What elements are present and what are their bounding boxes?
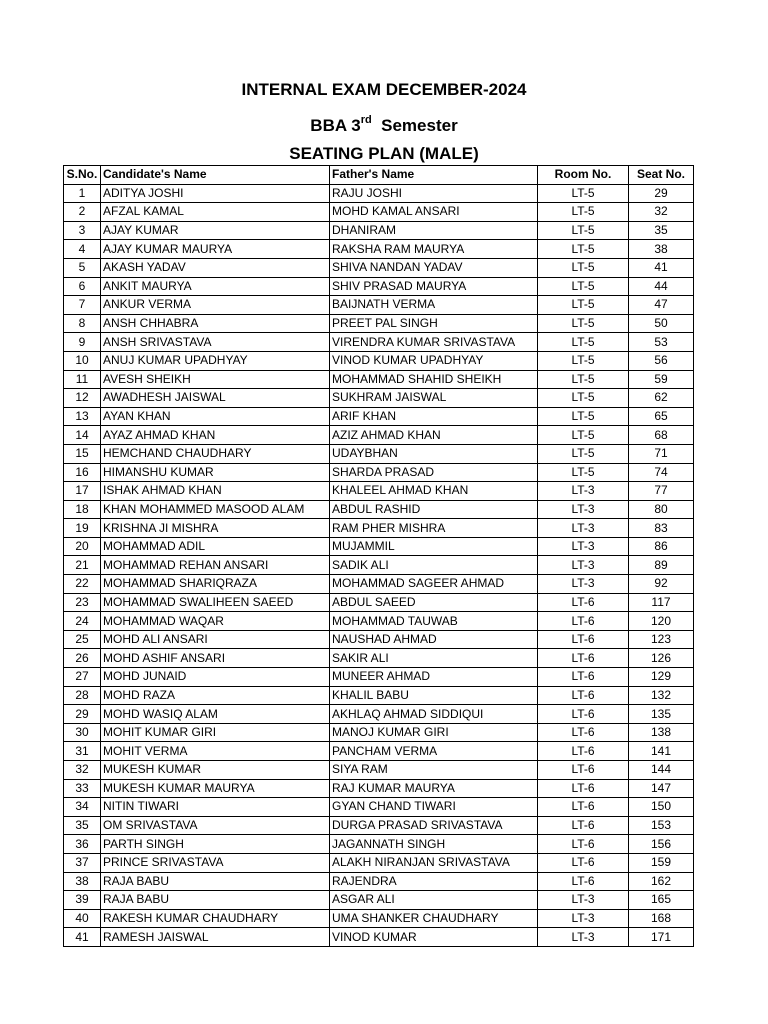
table-row [64,668,694,687]
cell-room-no: LT-5 [538,463,629,482]
cell-room-no: LT-6 [538,686,629,705]
cell-room-no: LT-6 [538,872,629,891]
cell-candidate-name: NITIN TIWARI [101,798,330,817]
table-row [64,258,694,277]
cell-father-name: MOHAMMAD SHAHID SHEIKH [330,370,538,389]
cell-father-name: ABDUL SAEED [330,593,538,612]
cell-father-name: MUJAMMIL [330,537,538,556]
cell-candidate-name: MOHAMMAD SHARIQRAZA [101,575,330,594]
cell-sno: 18 [64,500,101,519]
cell-seat-no: 165 [629,891,694,910]
cell-candidate-name: MOHIT VERMA [101,742,330,761]
cell-candidate-name: MOHD WASIQ ALAM [101,705,330,724]
cell-candidate-name: MOHD JUNAID [101,668,330,687]
cell-candidate-name: AFZAL KAMAL [101,203,330,222]
cell-father-name: KHALIL BABU [330,686,538,705]
table-row [64,426,694,445]
cell-room-no: LT-5 [538,314,629,333]
cell-room-no: LT-6 [538,761,629,780]
table-header-row [64,166,694,185]
table-row [64,872,694,891]
table-row [64,649,694,668]
cell-seat-no: 50 [629,314,694,333]
cell-room-no: LT-6 [538,612,629,631]
cell-room-no: LT-5 [538,277,629,296]
cell-sno: 24 [64,612,101,631]
cell-room-no: LT-6 [538,798,629,817]
cell-room-no: LT-3 [538,500,629,519]
cell-candidate-name: MUKESH KUMAR [101,761,330,780]
cell-candidate-name: HIMANSHU KUMAR [101,463,330,482]
cell-room-no: LT-3 [538,482,629,501]
cell-sno: 38 [64,872,101,891]
cell-sno: 35 [64,816,101,835]
table-row [64,314,694,333]
cell-sno: 15 [64,444,101,463]
cell-sno: 37 [64,853,101,872]
table-row [64,389,694,408]
cell-room-no: LT-6 [538,705,629,724]
cell-father-name: SAKIR ALI [330,649,538,668]
cell-father-name: RAJ KUMAR MAURYA [330,779,538,798]
table-row [64,891,694,910]
cell-sno: 11 [64,370,101,389]
table-row [64,463,694,482]
course-superscript: rd [360,114,372,126]
cell-candidate-name: OM SRIVASTAVA [101,816,330,835]
cell-father-name: PANCHAM VERMA [330,742,538,761]
table-row [64,816,694,835]
cell-father-name: SHIVA NANDAN YADAV [330,258,538,277]
cell-seat-no: 159 [629,853,694,872]
cell-candidate-name: AVESH SHEIKH [101,370,330,389]
exam-title: INTERNAL EXAM DECEMBER-2024 [241,80,527,99]
cell-candidate-name: AJAY KUMAR MAURYA [101,240,330,259]
table-row [64,203,694,222]
table-row [64,742,694,761]
cell-father-name: MOHAMMAD TAUWAB [330,612,538,631]
cell-room-no: LT-6 [538,779,629,798]
cell-seat-no: 80 [629,500,694,519]
cell-candidate-name: MOHIT KUMAR GIRI [101,723,330,742]
cell-sno: 21 [64,556,101,575]
cell-father-name: NAUSHAD AHMAD [330,630,538,649]
seating-table [63,165,694,947]
cell-father-name: SHARDA PRASAD [330,463,538,482]
table-row [64,296,694,315]
cell-sno: 9 [64,333,101,352]
cell-room-no: LT-6 [538,835,629,854]
cell-seat-no: 65 [629,407,694,426]
table-row [64,500,694,519]
table-row [64,221,694,240]
cell-father-name: PREET PAL SINGH [330,314,538,333]
cell-father-name: ALAKH NIRANJAN SRIVASTAVA [330,853,538,872]
cell-seat-no: 53 [629,333,694,352]
cell-sno: 23 [64,593,101,612]
cell-sno: 17 [64,482,101,501]
cell-father-name: AKHLAQ AHMAD SIDDIQUI [330,705,538,724]
cell-seat-no: 135 [629,705,694,724]
cell-candidate-name: AKASH YADAV [101,258,330,277]
table-row [64,909,694,928]
cell-sno: 10 [64,351,101,370]
cell-sno: 14 [64,426,101,445]
cell-sno: 40 [64,909,101,928]
cell-room-no: LT-6 [538,742,629,761]
cell-candidate-name: AYAZ AHMAD KHAN [101,426,330,445]
cell-seat-no: 86 [629,537,694,556]
cell-sno: 22 [64,575,101,594]
cell-father-name: DHANIRAM [330,221,538,240]
cell-sno: 34 [64,798,101,817]
course-prefix: BBA 3 [310,116,361,135]
cell-seat-no: 74 [629,463,694,482]
cell-seat-no: 132 [629,686,694,705]
cell-sno: 3 [64,221,101,240]
cell-candidate-name: KRISHNA JI MISHRA [101,519,330,538]
cell-room-no: LT-5 [538,333,629,352]
cell-room-no: LT-3 [538,537,629,556]
cell-father-name: UMA SHANKER CHAUDHARY [330,909,538,928]
table-row [64,723,694,742]
table-row [64,575,694,594]
cell-seat-no: 138 [629,723,694,742]
table-row [64,779,694,798]
cell-father-name: SHIV PRASAD MAURYA [330,277,538,296]
table-row [64,482,694,501]
cell-room-no: LT-5 [538,426,629,445]
cell-seat-no: 41 [629,258,694,277]
table-row [64,835,694,854]
cell-room-no: LT-5 [538,407,629,426]
cell-father-name: ASGAR ALI [330,891,538,910]
cell-seat-no: 120 [629,612,694,631]
cell-seat-no: 35 [629,221,694,240]
cell-candidate-name: HEMCHAND CHAUDHARY [101,444,330,463]
cell-father-name: RAM PHER MISHRA [330,519,538,538]
cell-father-name: RAJU JOSHI [330,184,538,203]
cell-sno: 32 [64,761,101,780]
header-room-no: Room No. [538,166,629,185]
cell-seat-no: 147 [629,779,694,798]
cell-sno: 39 [64,891,101,910]
cell-room-no: LT-3 [538,891,629,910]
cell-sno: 12 [64,389,101,408]
table-row [64,556,694,575]
cell-room-no: LT-6 [538,853,629,872]
cell-seat-no: 89 [629,556,694,575]
cell-father-name: AZIZ AHMAD KHAN [330,426,538,445]
cell-candidate-name: KHAN MOHAMMED MASOOD ALAM [101,500,330,519]
cell-sno: 8 [64,314,101,333]
table-row [64,407,694,426]
cell-candidate-name: ANSH CHHABRA [101,314,330,333]
cell-seat-no: 153 [629,816,694,835]
cell-room-no: LT-5 [538,444,629,463]
cell-candidate-name: ADITYA JOSHI [101,184,330,203]
cell-seat-no: 150 [629,798,694,817]
cell-sno: 31 [64,742,101,761]
cell-father-name: ABDUL RASHID [330,500,538,519]
cell-father-name: GYAN CHAND TIWARI [330,798,538,817]
cell-candidate-name: RAJA BABU [101,891,330,910]
cell-sno: 41 [64,928,101,947]
cell-seat-no: 92 [629,575,694,594]
cell-candidate-name: RAJA BABU [101,872,330,891]
cell-seat-no: 68 [629,426,694,445]
table-row [64,370,694,389]
cell-father-name: SIYA RAM [330,761,538,780]
cell-father-name: UDAYBHAN [330,444,538,463]
cell-candidate-name: MOHAMMAD WAQAR [101,612,330,631]
table-row [64,761,694,780]
cell-seat-no: 83 [629,519,694,538]
cell-father-name: MOHD KAMAL ANSARI [330,203,538,222]
cell-father-name: SUKHRAM JAISWAL [330,389,538,408]
cell-seat-no: 144 [629,761,694,780]
table-row [64,444,694,463]
cell-room-no: LT-5 [538,351,629,370]
plan-title: SEATING PLAN (MALE) [289,144,479,163]
cell-sno: 16 [64,463,101,482]
table-row [64,705,694,724]
cell-seat-no: 141 [629,742,694,761]
cell-sno: 7 [64,296,101,315]
cell-room-no: LT-6 [538,630,629,649]
cell-seat-no: 38 [629,240,694,259]
cell-sno: 5 [64,258,101,277]
cell-seat-no: 117 [629,593,694,612]
cell-father-name: KHALEEL AHMAD KHAN [330,482,538,501]
header-seat-no: Seat No. [629,166,694,185]
cell-sno: 19 [64,519,101,538]
cell-room-no: LT-5 [538,296,629,315]
cell-seat-no: 171 [629,928,694,947]
table-row [64,612,694,631]
cell-candidate-name: ANSH SRIVASTAVA [101,333,330,352]
cell-candidate-name: PRINCE SRIVASTAVA [101,853,330,872]
cell-seat-no: 44 [629,277,694,296]
table-row [64,798,694,817]
cell-room-no: LT-5 [538,258,629,277]
cell-father-name: MUNEER AHMAD [330,668,538,687]
cell-candidate-name: MOHD RAZA [101,686,330,705]
table-row [64,240,694,259]
cell-seat-no: 129 [629,668,694,687]
cell-candidate-name: ANKUR VERMA [101,296,330,315]
cell-room-no: LT-5 [538,203,629,222]
cell-sno: 36 [64,835,101,854]
cell-sno: 2 [64,203,101,222]
cell-room-no: LT-5 [538,370,629,389]
cell-seat-no: 123 [629,630,694,649]
cell-sno: 4 [64,240,101,259]
cell-father-name: MANOJ KUMAR GIRI [330,723,538,742]
cell-room-no: LT-5 [538,184,629,203]
cell-father-name: DURGA PRASAD SRIVASTAVA [330,816,538,835]
cell-candidate-name: ANKIT MAURYA [101,277,330,296]
cell-father-name: VINOD KUMAR [330,928,538,947]
table-row [64,630,694,649]
cell-sno: 26 [64,649,101,668]
cell-seat-no: 59 [629,370,694,389]
cell-candidate-name: MOHD ALI ANSARI [101,630,330,649]
course-suffix: Semester [381,116,458,135]
cell-room-no: LT-5 [538,221,629,240]
cell-candidate-name: AYAN KHAN [101,407,330,426]
table-row [64,593,694,612]
cell-room-no: LT-5 [538,389,629,408]
header-father-name: Father's Name [330,166,538,185]
cell-sno: 6 [64,277,101,296]
cell-seat-no: 56 [629,351,694,370]
cell-seat-no: 126 [629,649,694,668]
cell-candidate-name: RAKESH KUMAR CHAUDHARY [101,909,330,928]
course-title [0,116,768,138]
table-row [64,277,694,296]
cell-father-name: ARIF KHAN [330,407,538,426]
cell-seat-no: 156 [629,835,694,854]
cell-candidate-name: MOHAMMAD REHAN ANSARI [101,556,330,575]
cell-room-no: LT-3 [538,909,629,928]
table-row [64,686,694,705]
cell-seat-no: 32 [629,203,694,222]
cell-sno: 1 [64,184,101,203]
cell-seat-no: 47 [629,296,694,315]
cell-candidate-name: MOHAMMAD ADIL [101,537,330,556]
table-row [64,351,694,370]
cell-sno: 33 [64,779,101,798]
cell-candidate-name: ANUJ KUMAR UPADHYAY [101,351,330,370]
cell-seat-no: 71 [629,444,694,463]
cell-sno: 13 [64,407,101,426]
cell-room-no: LT-6 [538,723,629,742]
table-body [64,184,694,946]
table-row [64,928,694,947]
table-row [64,184,694,203]
cell-father-name: SADIK ALI [330,556,538,575]
cell-room-no: LT-3 [538,575,629,594]
table-row [64,333,694,352]
cell-room-no: LT-3 [538,519,629,538]
cell-father-name: RAKSHA RAM MAURYA [330,240,538,259]
cell-candidate-name: MOHAMMAD SWALIHEEN SAEED [101,593,330,612]
table-row [64,853,694,872]
cell-candidate-name: AJAY KUMAR [101,221,330,240]
cell-candidate-name: RAMESH JAISWAL [101,928,330,947]
cell-seat-no: 162 [629,872,694,891]
cell-room-no: LT-6 [538,593,629,612]
cell-sno: 29 [64,705,101,724]
cell-candidate-name: MOHD ASHIF ANSARI [101,649,330,668]
header-sno: S.No. [64,166,101,185]
cell-sno: 28 [64,686,101,705]
table-row [64,537,694,556]
cell-candidate-name: ISHAK AHMAD KHAN [101,482,330,501]
cell-sno: 27 [64,668,101,687]
cell-father-name: JAGANNATH SINGH [330,835,538,854]
cell-room-no: LT-6 [538,668,629,687]
cell-father-name: RAJENDRA [330,872,538,891]
cell-candidate-name: MUKESH KUMAR MAURYA [101,779,330,798]
cell-father-name: VINOD KUMAR UPADHYAY [330,351,538,370]
cell-father-name: MOHAMMAD SAGEER AHMAD [330,575,538,594]
cell-candidate-name: AWADHESH JAISWAL [101,389,330,408]
cell-seat-no: 62 [629,389,694,408]
cell-room-no: LT-6 [538,649,629,668]
header-candidate-name: Candidate's Name [101,166,330,185]
cell-room-no: LT-3 [538,556,629,575]
cell-father-name: BAIJNATH VERMA [330,296,538,315]
cell-seat-no: 168 [629,909,694,928]
cell-room-no: LT-5 [538,240,629,259]
cell-seat-no: 29 [629,184,694,203]
cell-room-no: LT-6 [538,816,629,835]
cell-sno: 25 [64,630,101,649]
cell-candidate-name: PARTH SINGH [101,835,330,854]
cell-room-no: LT-3 [538,928,629,947]
cell-sno: 20 [64,537,101,556]
cell-seat-no: 77 [629,482,694,501]
cell-father-name: VIRENDRA KUMAR SRIVASTAVA [330,333,538,352]
cell-sno: 30 [64,723,101,742]
table-row [64,519,694,538]
